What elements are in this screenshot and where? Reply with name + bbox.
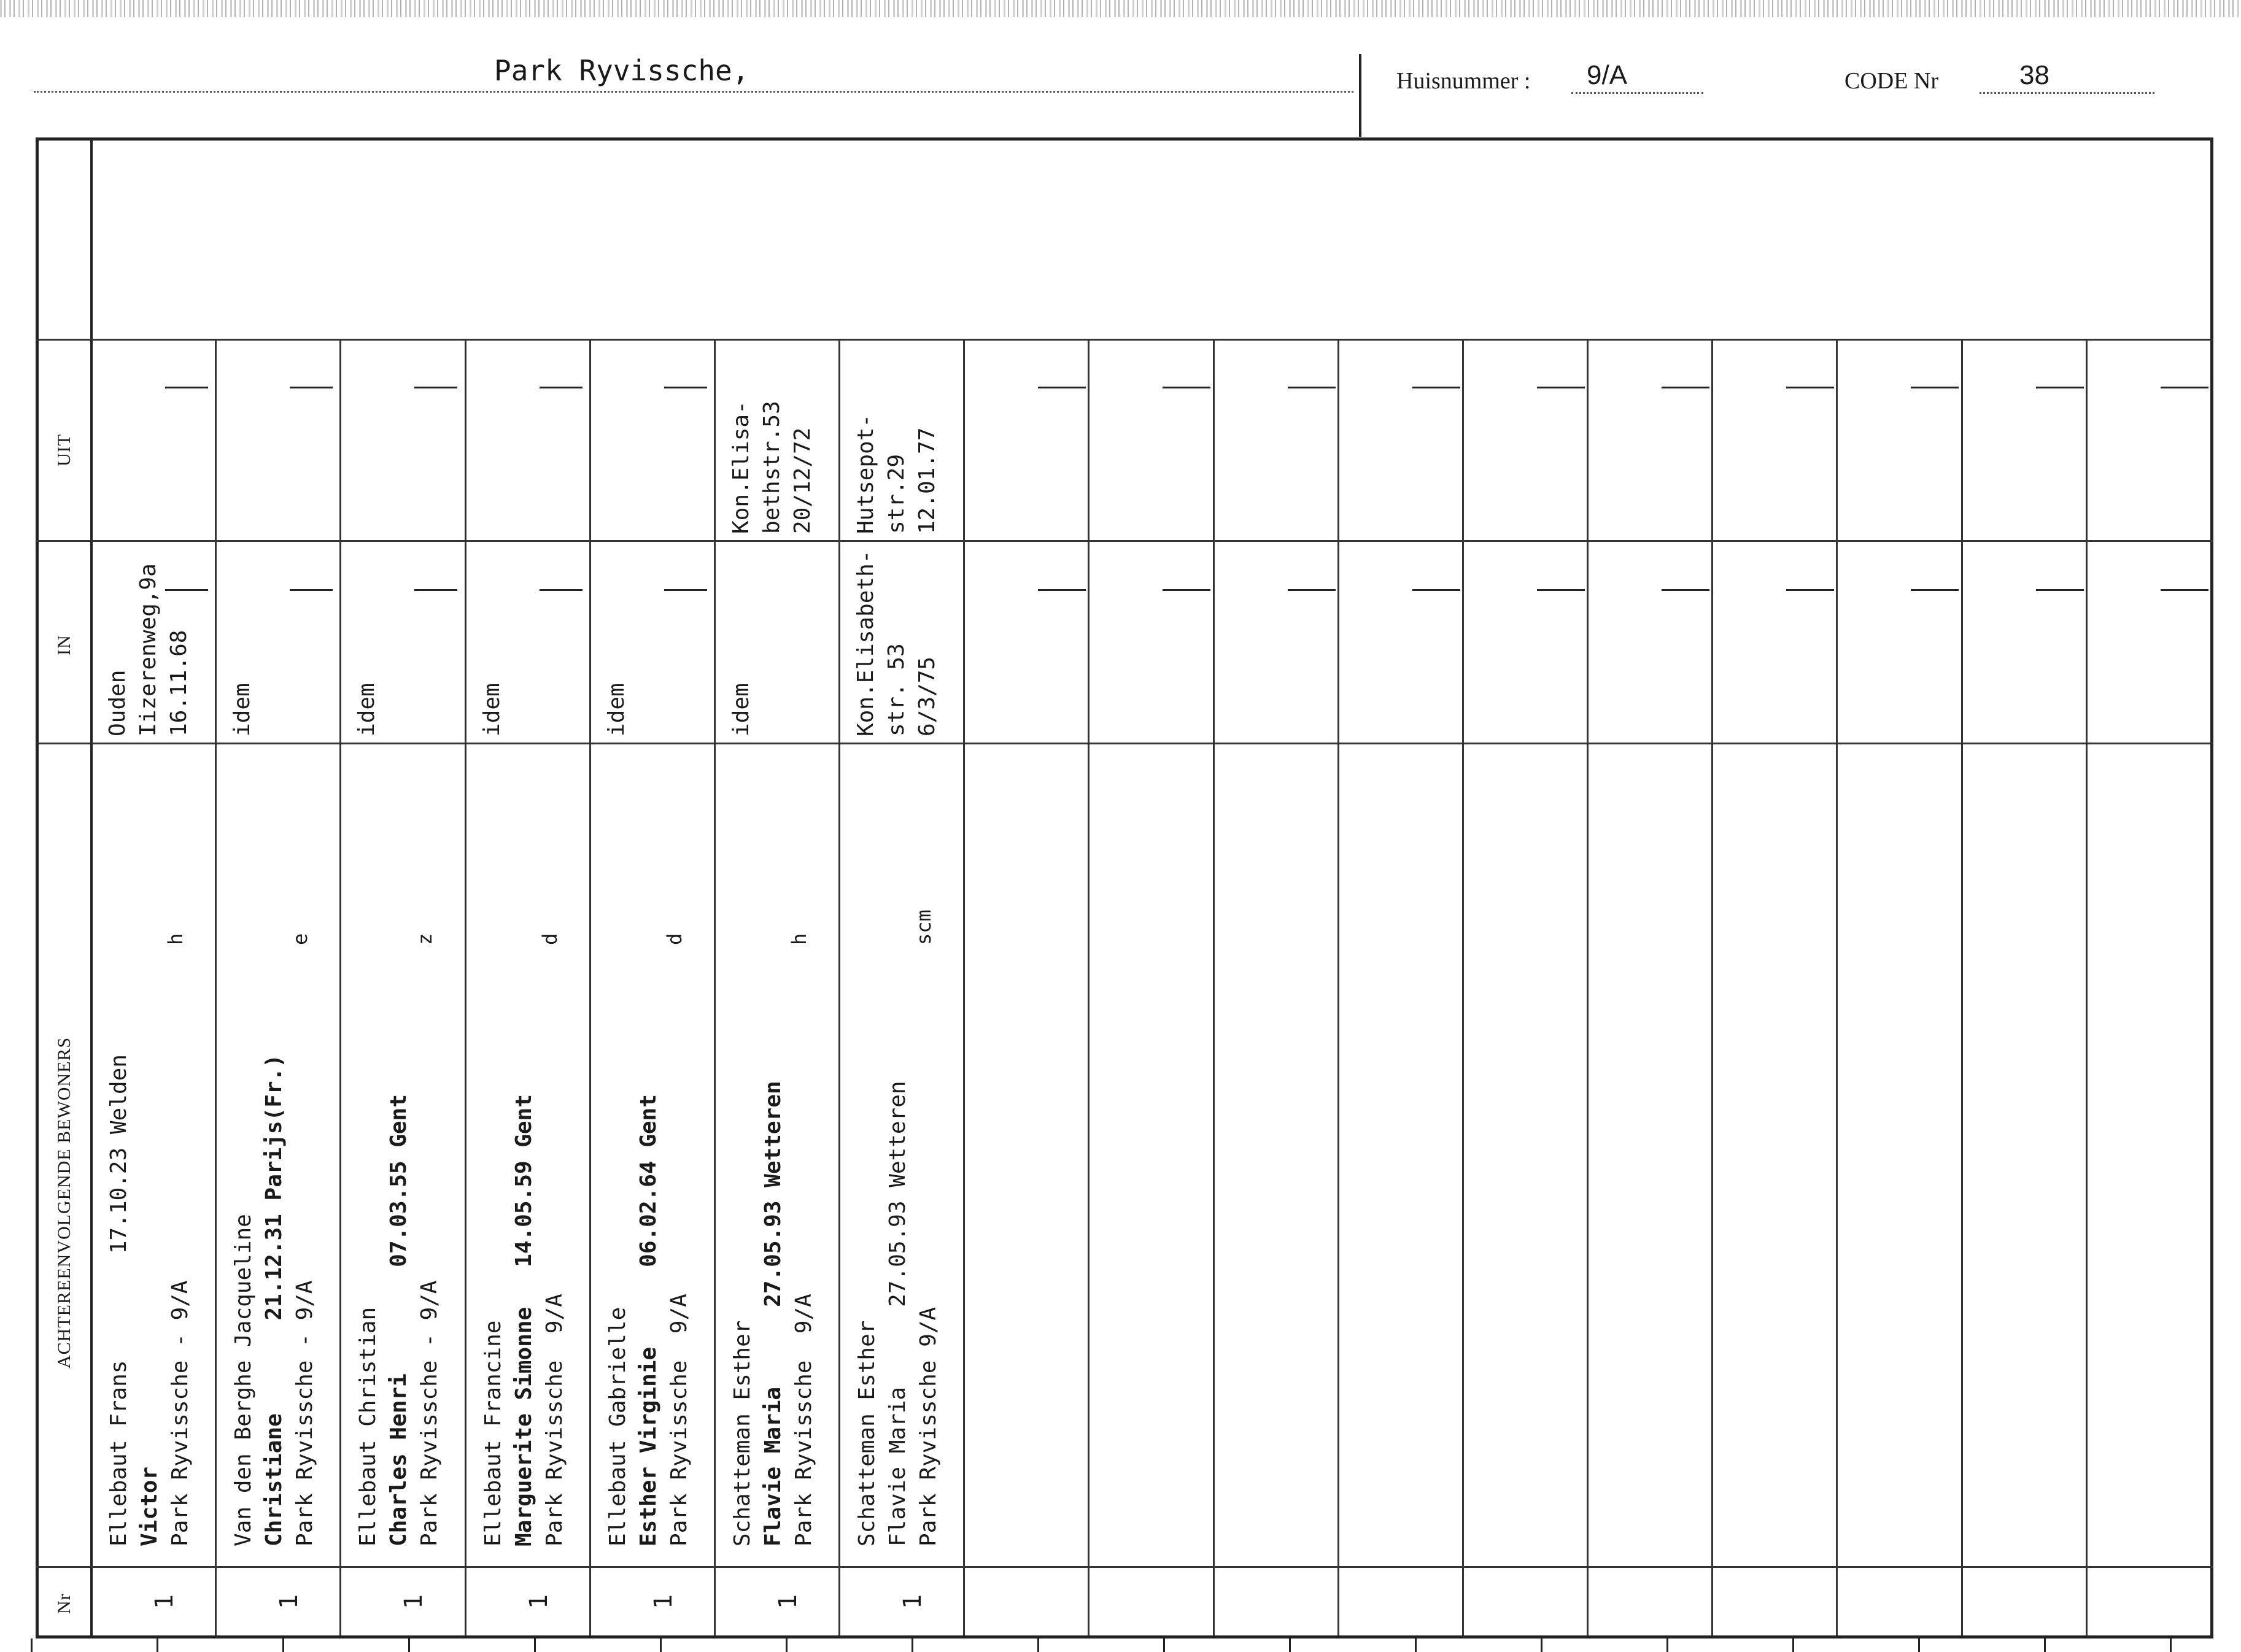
bewoners-column-label: ACHTEREENVOLGENDE BEWONERS: [54, 1036, 74, 1368]
column-divider: [963, 339, 965, 1635]
resident-address: Park Ryvissche 9/A: [667, 1294, 692, 1546]
bottom-tick: [157, 1638, 158, 1652]
in-entry-line: idem: [354, 683, 379, 736]
empty-cell-dash: [1537, 387, 1585, 388]
resident-relation-tag: d: [538, 933, 562, 945]
resident-name: Ellebaut Francine: [481, 1320, 506, 1546]
uit-entry-line: str.29: [884, 454, 909, 534]
resident-name: Ellebaut Frans 17.10.23 Welden: [106, 1054, 131, 1546]
column-divider: [838, 339, 840, 1635]
resident-given-names-birth: Marguerite Simonne 14.05.59 Gent: [511, 1094, 536, 1546]
bottom-tick: [408, 1638, 410, 1652]
resident-entry: [478, 1094, 570, 1546]
column-divider: [215, 339, 217, 1635]
resident-given-names-birth: Esther Virginie 06.02.64 Gent: [636, 1094, 661, 1546]
resident-address: Park Ryvissche - 9/A: [168, 1280, 193, 1546]
resident-name: Schatteman Esther: [854, 1320, 880, 1546]
in-entry-line: 16.11.68: [166, 630, 192, 736]
empty-cell-dash: [1662, 387, 1709, 388]
huisnummer-label: Huisnummer :: [1396, 68, 1531, 94]
column-divider: [1587, 339, 1589, 1635]
resident-entry: [353, 1094, 445, 1546]
bottom-tick: [1666, 1638, 1668, 1652]
empty-cell-dash: [2036, 387, 2084, 388]
column-divider: [465, 339, 466, 1635]
bottom-tick: [1163, 1638, 1165, 1652]
empty-cell-dash: [1537, 589, 1585, 591]
bottom-tick: [534, 1638, 536, 1652]
empty-cell-dash: [664, 387, 707, 388]
resident-number: 1: [649, 1594, 678, 1609]
empty-cell-dash: [290, 589, 333, 591]
bottom-tick: [1037, 1638, 1039, 1652]
bottom-tick: [31, 1638, 33, 1652]
table-left-border: [36, 137, 39, 1638]
uit-entry: [726, 401, 818, 534]
empty-cell-dash: [1911, 387, 1959, 388]
empty-cell-dash: [2161, 387, 2208, 388]
resident-entry: [228, 1054, 320, 1546]
resident-name: Van den Berghe Jacqueline: [231, 1214, 256, 1546]
row-divider-bewoners-nr: [36, 1566, 2213, 1568]
resident-given-names-birth: Christiane 21.12.31 Parijs(Fr.): [261, 1054, 287, 1546]
resident-relation-tag: h: [164, 933, 187, 945]
in-entry-line: 6/3/75: [915, 656, 940, 736]
empty-cell-dash: [290, 387, 333, 388]
empty-cell-dash: [1786, 387, 1834, 388]
empty-cell-dash: [414, 387, 457, 388]
in-entry-line: idem: [729, 683, 754, 736]
bottom-tick: [282, 1638, 284, 1652]
resident-number: 1: [150, 1594, 179, 1609]
column-divider: [1088, 339, 1090, 1635]
empty-cell-dash: [1288, 387, 1336, 388]
column-divider: [1462, 339, 1464, 1635]
bottom-tick: [911, 1638, 913, 1652]
label-column-divider: [90, 137, 93, 1638]
resident-given-names-birth: Victor: [137, 1466, 162, 1546]
nr-column-label: Nr: [54, 1593, 74, 1614]
in-entry-line: Ouden: [105, 670, 130, 736]
resident-entry: [852, 1081, 944, 1546]
in-entry-line: idem: [479, 683, 505, 736]
bottom-tick: [2044, 1638, 2046, 1652]
uit-entry-line: 12.01.77: [915, 427, 940, 534]
empty-cell-dash: [1786, 589, 1834, 591]
uit-entry: [851, 414, 943, 534]
in-entry: [352, 683, 382, 736]
resident-entry: [603, 1094, 695, 1546]
empty-cell-dash: [1038, 589, 1086, 591]
resident-given-names-birth: Flavie Maria 27.05.93 Wetteren: [761, 1081, 786, 1546]
empty-cell-dash: [1911, 589, 1959, 591]
resident-number: 1: [275, 1594, 303, 1609]
in-entry: [851, 550, 943, 736]
empty-cell-dash: [1288, 589, 1336, 591]
resident-number: 1: [400, 1594, 428, 1609]
column-divider: [1213, 339, 1215, 1635]
empty-cell-dash: [540, 387, 583, 388]
resident-address: Park Ryvissche 9/A: [916, 1307, 941, 1546]
resident-entry: [727, 1081, 819, 1546]
street-name: Park Ryvissche,: [494, 54, 749, 87]
empty-cell-dash: [1038, 387, 1086, 388]
row-divider-uit-in: [36, 540, 2213, 542]
column-divider: [1337, 339, 1339, 1635]
resident-number: 1: [899, 1594, 927, 1609]
resident-address: Park Ryvissche - 9/A: [292, 1280, 317, 1546]
table-bottom-border: [36, 1635, 2213, 1638]
resident-number: 1: [774, 1594, 802, 1609]
empty-cell-dash: [1412, 387, 1460, 388]
uit-entry-line: Hutsepot-: [853, 414, 878, 534]
uit-entry-line: 20/12/72: [790, 427, 815, 534]
uit-entry-line: bethstr.53: [759, 401, 784, 534]
empty-cell-dash: [1163, 387, 1210, 388]
empty-cell-dash: [664, 589, 707, 591]
empty-cell-dash: [2161, 589, 2208, 591]
bottom-tick: [1289, 1638, 1291, 1652]
resident-given-names-birth: Charles Henri 07.03.55 Gent: [386, 1094, 411, 1546]
resident-name: Ellebaut Christian: [355, 1307, 381, 1546]
resident-address: Park Ryvissche - 9/A: [417, 1280, 442, 1546]
bottom-tick: [660, 1638, 662, 1652]
bottom-tick: [1918, 1638, 1920, 1652]
in-entry: [726, 683, 757, 736]
in-entry-line: idem: [230, 683, 255, 736]
code-value: 38: [2019, 60, 2049, 90]
resident-number: 1: [525, 1594, 553, 1609]
resident-address: Park Ryvissche 9/A: [542, 1294, 567, 1546]
bottom-tick: [1541, 1638, 1542, 1652]
column-divider: [339, 339, 341, 1635]
column-divider: [1711, 339, 1713, 1635]
column-divider: [714, 339, 716, 1635]
bottom-tick: [1415, 1638, 1417, 1652]
resident-given-names-birth: Flavie Maria 27.05.93 Wetteren: [885, 1081, 910, 1546]
empty-cell-dash: [414, 589, 457, 591]
table-right-border: [2210, 137, 2213, 1638]
in-entry: [602, 683, 632, 736]
uit-entry-line: Kon.Elisa-: [729, 401, 754, 534]
code-label: CODE Nr: [1844, 68, 1939, 94]
column-divider: [2086, 339, 2088, 1635]
in-entry: [477, 683, 508, 736]
bottom-tick: [2170, 1638, 2172, 1652]
column-divider: [589, 339, 591, 1635]
bottom-tick: [1792, 1638, 1794, 1652]
resident-address: Park Ryvissche 9/A: [791, 1294, 816, 1546]
in-entry: [227, 683, 258, 736]
resident-entry: [104, 1054, 196, 1546]
in-entry: [103, 563, 195, 736]
empty-cell-dash: [165, 387, 208, 388]
table-top-border: [36, 137, 2213, 141]
empty-cell-dash: [1163, 589, 1210, 591]
in-entry-line: idem: [604, 683, 629, 736]
resident-relation-tag: e: [288, 933, 312, 945]
empty-cell-dash: [1412, 589, 1460, 591]
huisnummer-value: 9/A: [1587, 60, 1628, 90]
uit-column-label: UIT: [54, 434, 74, 466]
resident-relation-tag: d: [663, 933, 686, 945]
resident-relation-tag: scm: [912, 909, 935, 945]
resident-name: Schatteman Esther: [730, 1320, 755, 1546]
resident-name: Ellebaut Gabrielle: [605, 1307, 630, 1546]
empty-cell-dash: [2036, 589, 2084, 591]
empty-cell-dash: [1662, 589, 1709, 591]
in-entry-line: Iizerenweg,9a: [136, 563, 161, 736]
in-column-label: IN: [54, 635, 74, 655]
in-entry-line: Kon.Elisabeth-: [853, 550, 878, 736]
column-divider: [1836, 339, 1838, 1635]
column-divider: [1961, 339, 1963, 1635]
row-divider-in-bewoners: [36, 743, 2213, 744]
empty-cell-dash: [540, 589, 583, 591]
bottom-tick: [786, 1638, 788, 1652]
row-divider-top: [36, 339, 2213, 341]
resident-relation-tag: z: [413, 933, 436, 945]
resident-relation-tag: h: [788, 933, 811, 945]
in-entry-line: str. 53: [884, 643, 909, 736]
